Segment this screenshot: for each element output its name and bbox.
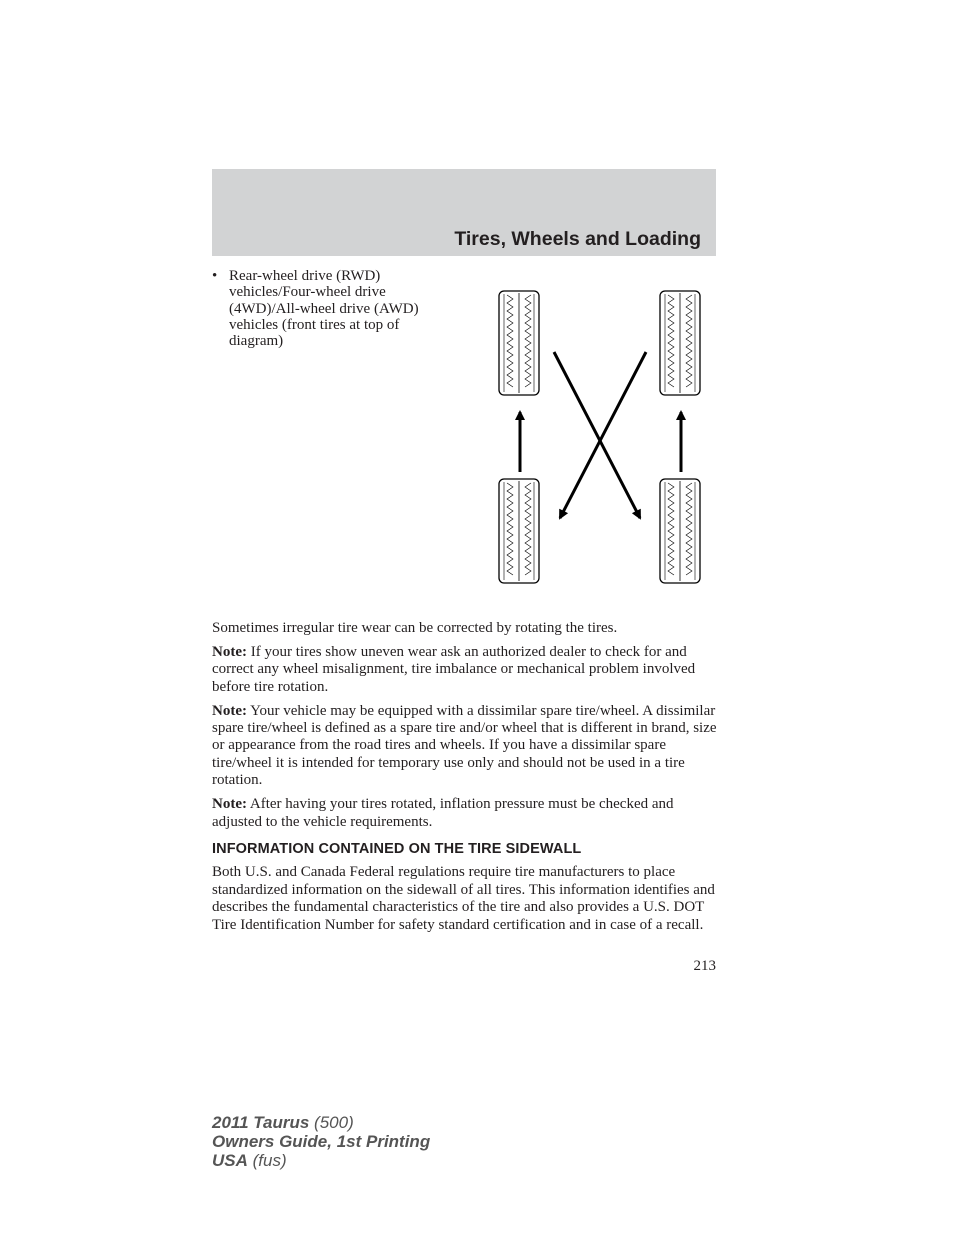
footer-model-code: (500) — [309, 1113, 354, 1132]
body-text — [212, 620, 718, 941]
section-header-band — [212, 169, 716, 256]
subheading: INFORMATION CONTAINED ON THE TIRE SIDEWALL — [212, 840, 582, 857]
note-text: If your tires show uneven wear ask an authorized dealer to check for and correct any wheel misalignment, tire imbalance or mechanical problem involved before tire rotation. — [212, 643, 696, 695]
paragraph: Both U.S. and Canada Federal regulations require tire manufacturers to place standardized information on the sidewall of all tires. This information identifies and describes the fundamental characteristics of the tire and also provides a U.S. DOT Tire Identification Number for safety standard certification and in case of a recall. — [212, 864, 715, 933]
tire-rear-left — [499, 479, 539, 583]
note-label: Note: — [212, 643, 247, 660]
note-paragraph — [212, 644, 718, 696]
footer-guide: Owners Guide, 1st Printing — [212, 1132, 431, 1151]
note-text: Your vehicle may be equipped with a dissimilar spare tire/wheel. A dissimilar spare tire/wheel is defined as a spare tire and/or wheel that is different in brand, size or appearance from the road tires and wheels. If you have a dissimilar spare tire/wheel it is intended for temporary use only and should not be used in a tire rotation. — [212, 702, 717, 789]
footer-line — [212, 1151, 430, 1170]
paragraph: Sometimes irregular tire wear can be corrected by rotating the tires. — [212, 620, 618, 636]
tire-front-right — [660, 291, 700, 395]
note-label: Note: — [212, 702, 247, 719]
bullet-text: Rear-wheel drive (RWD) vehicles/Four-wheel drive (4WD)/All-wheel drive (AWD) vehicles (front tires at top of diagram) — [229, 268, 419, 350]
footer-line — [212, 1132, 430, 1151]
footer-line — [212, 1113, 430, 1132]
section-title: Tires, Wheels and Loading — [454, 228, 701, 250]
note-paragraph — [212, 703, 718, 790]
arrow-front-left-to-rear-right — [554, 352, 640, 518]
note-text: After having your tires rotated, inflation pressure must be checked and adjusted to the vehicle requirements. — [212, 796, 674, 830]
tire-front-left — [499, 291, 539, 395]
bullet-item — [212, 268, 452, 349]
note-paragraph — [212, 796, 718, 831]
note-label: Note: — [212, 796, 247, 813]
footer-region-code: (fus) — [247, 1151, 287, 1170]
tire-rotation-diagram — [480, 282, 720, 592]
bullet-symbol: • — [212, 268, 218, 284]
page-number: 213 — [693, 958, 716, 974]
arrow-front-right-to-rear-left — [560, 352, 646, 518]
tire-rear-right — [660, 479, 700, 583]
footer — [212, 1113, 430, 1170]
footer-region: USA — [212, 1151, 248, 1170]
footer-model: 2011 Taurus — [212, 1113, 310, 1132]
